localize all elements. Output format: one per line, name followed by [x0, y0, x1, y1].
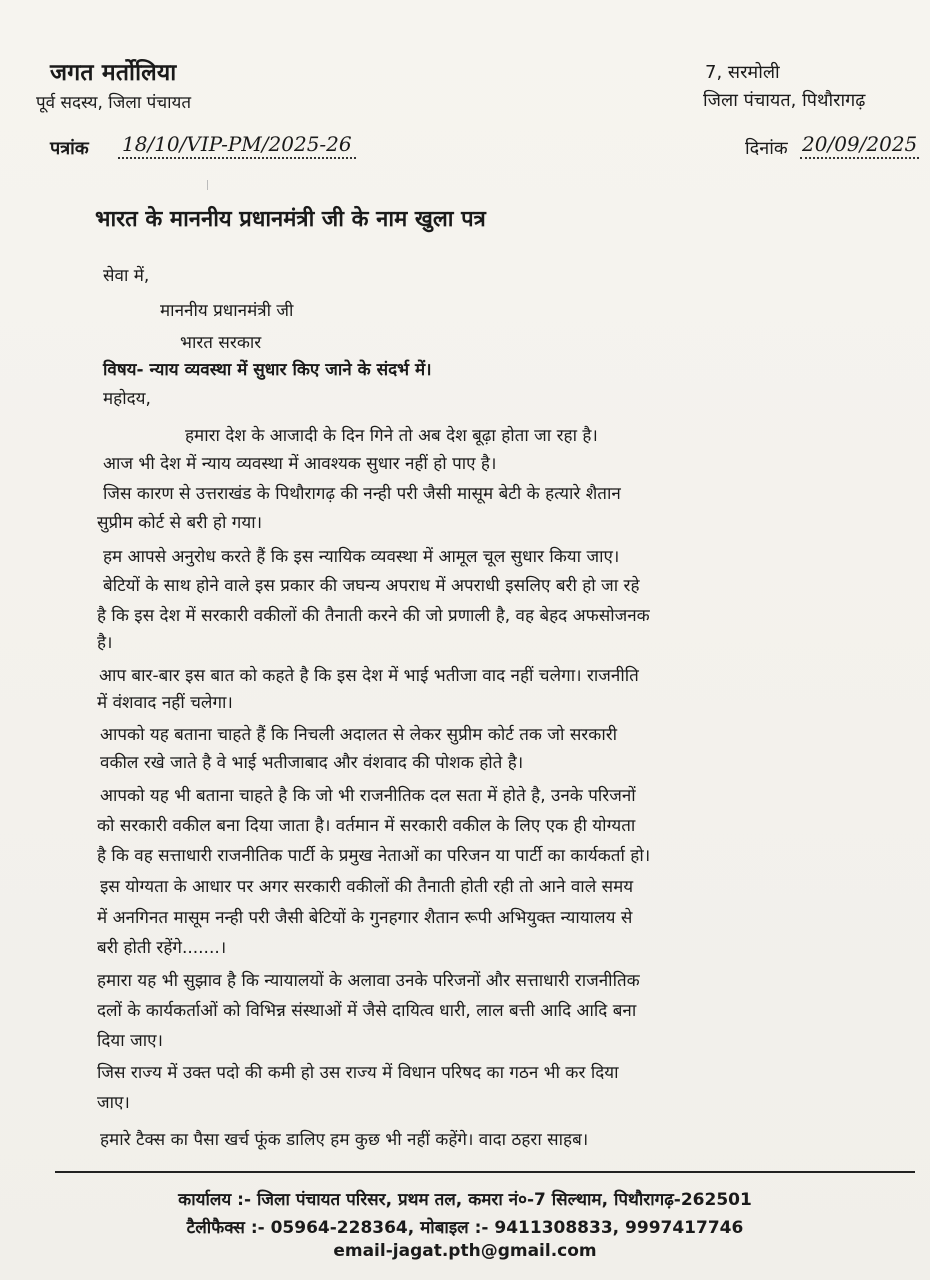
body-line: में वंशवाद नहीं चलेगा।: [97, 693, 233, 713]
body-line: दिया जाए।: [97, 1031, 163, 1051]
footer-phone-numbers: टैलीफैक्स :- 05964-228364, मोबाइल :- 9411308833, 9997417746: [186, 1218, 744, 1238]
body-line: आज भी देश में न्याय व्यवस्था में आवश्यक सुधार नहीं हो पाए है।: [103, 454, 497, 474]
page-mark: [207, 180, 208, 190]
body-line: है कि इस देश में सरकारी वकीलों की तैनाती करने की जो प्रणाली है, वह बेहद अफसोजनक: [97, 606, 650, 626]
body-line: जिस राज्य में उक्त पदो की कमी हो उस राज्य में विधान परिषद का गठन भी कर दिया: [97, 1063, 619, 1083]
date-value: 20/09/2025: [800, 132, 919, 159]
body-line: हमारे टैक्स का पैसा खर्च फूंक डालिए हम कुछ भी नहीं कहेंगे। वादा ठहरा साहब।: [100, 1130, 589, 1150]
body-line: बरी होती रहेंगे.......।: [97, 938, 227, 958]
body-line: जाए।: [97, 1093, 130, 1113]
recipient-organization: भारत सरकार: [180, 333, 262, 353]
sender-address-line1: 7, सरमोली: [705, 62, 780, 83]
footer-email: email-jagat.pth@gmail.com: [333, 1241, 597, 1261]
sender-role: पूर्व सदस्य, जिला पंचायत: [36, 93, 192, 113]
body-line: दलों के कार्यकर्ताओं को विभिन्न संस्थाओं में जैसे दायित्व धारी, लाल बत्ती आदि आदि बना: [97, 1001, 637, 1021]
reference-number: 18/10/VIP-PM/2025-26: [118, 132, 356, 159]
body-line: सुप्रीम कोर्ट से बरी हो गया।: [97, 513, 263, 533]
reference-label: पत्रांक: [50, 138, 89, 159]
footer-office-address: कार्यालय :- जिला पंचायत परिसर, प्रथम तल, कमरा नं०-7 सिल्थाम, पिथौरागढ़-262501: [178, 1190, 752, 1210]
body-line: जिस कारण से उत्तराखंड के पिथौरागढ़ की नन्ही परी जैसी मासूम बेटी के हत्यारे शैतान: [103, 484, 621, 504]
sender-address-line2: जिला पंचायत, पिथौरागढ़: [703, 90, 866, 111]
body-line: है।: [97, 633, 113, 653]
body-line: बेटियों के साथ होने वाले इस प्रकार की जघन्य अपराध में अपराधी इसलिए बरी हो जा रहे: [103, 576, 640, 596]
sender-name: जगत मर्तोलिया: [50, 60, 177, 86]
body-line: हमारा देश के आजादी के दिन गिने तो अब देश बूढ़ा होता जा रहा है।: [185, 426, 598, 446]
body-line: वकील रखे जाते है वे भाई भतीजाबाद और वंशवाद की पोशक होते है।: [100, 753, 524, 773]
salutation: महोदय,: [103, 389, 151, 409]
body-line: आपको यह भी बताना चाहते है कि जो भी राजनीतिक दल सता में होते है, उनके परिजनों: [100, 786, 636, 806]
body-line: में अनगिनत मासूम नन्ही परी जैसी बेटियों के गुनहगार शैतान रूपी अभियुक्त न्यायालय से: [97, 908, 633, 928]
recipient-label: सेवा में,: [103, 266, 150, 286]
letter-title: भारत के माननीय प्रधानमंत्री जी के नाम खुला पत्र: [95, 207, 486, 232]
body-line: इस योग्यता के आधार पर अगर सरकारी वकीलों की तैनाती होती रही तो आने वाले समय: [100, 877, 634, 897]
body-line: आपको यह बताना चाहते हैं कि निचली अदालत से लेकर सुप्रीम कोर्ट तक जो सरकारी: [100, 725, 618, 745]
body-line: है कि वह सत्ताधारी राजनीतिक पार्टी के प्रमुख नेताओं का परिजन या पार्टी का कार्यकर्ता हो।: [97, 846, 651, 866]
body-line: हम आपसे अनुरोध करते हैं कि इस न्यायिक व्यवस्था में आमूल चूल सुधार किया जाए।: [103, 547, 620, 567]
recipient-name: माननीय प्रधानमंत्री जी: [160, 301, 294, 321]
subject-line: विषय- न्याय व्यवस्था में सुधार किए जाने के संदर्भ में।: [103, 360, 432, 380]
body-line: आप बार-बार इस बात को कहते है कि इस देश में भाई भतीजा वाद नहीं चलेगा। राजनीति: [99, 666, 639, 686]
body-line: को सरकारी वकील बना दिया जाता है। वर्तमान में सरकारी वकील के लिए एक ही योग्यता: [97, 816, 636, 836]
date-label: दिनांक: [745, 138, 788, 159]
footer-divider: [55, 1171, 915, 1173]
body-line: हमारा यह भी सुझाव है कि न्यायालयों के अलावा उनके परिजनों और सत्ताधारी राजनीतिक: [97, 971, 640, 991]
